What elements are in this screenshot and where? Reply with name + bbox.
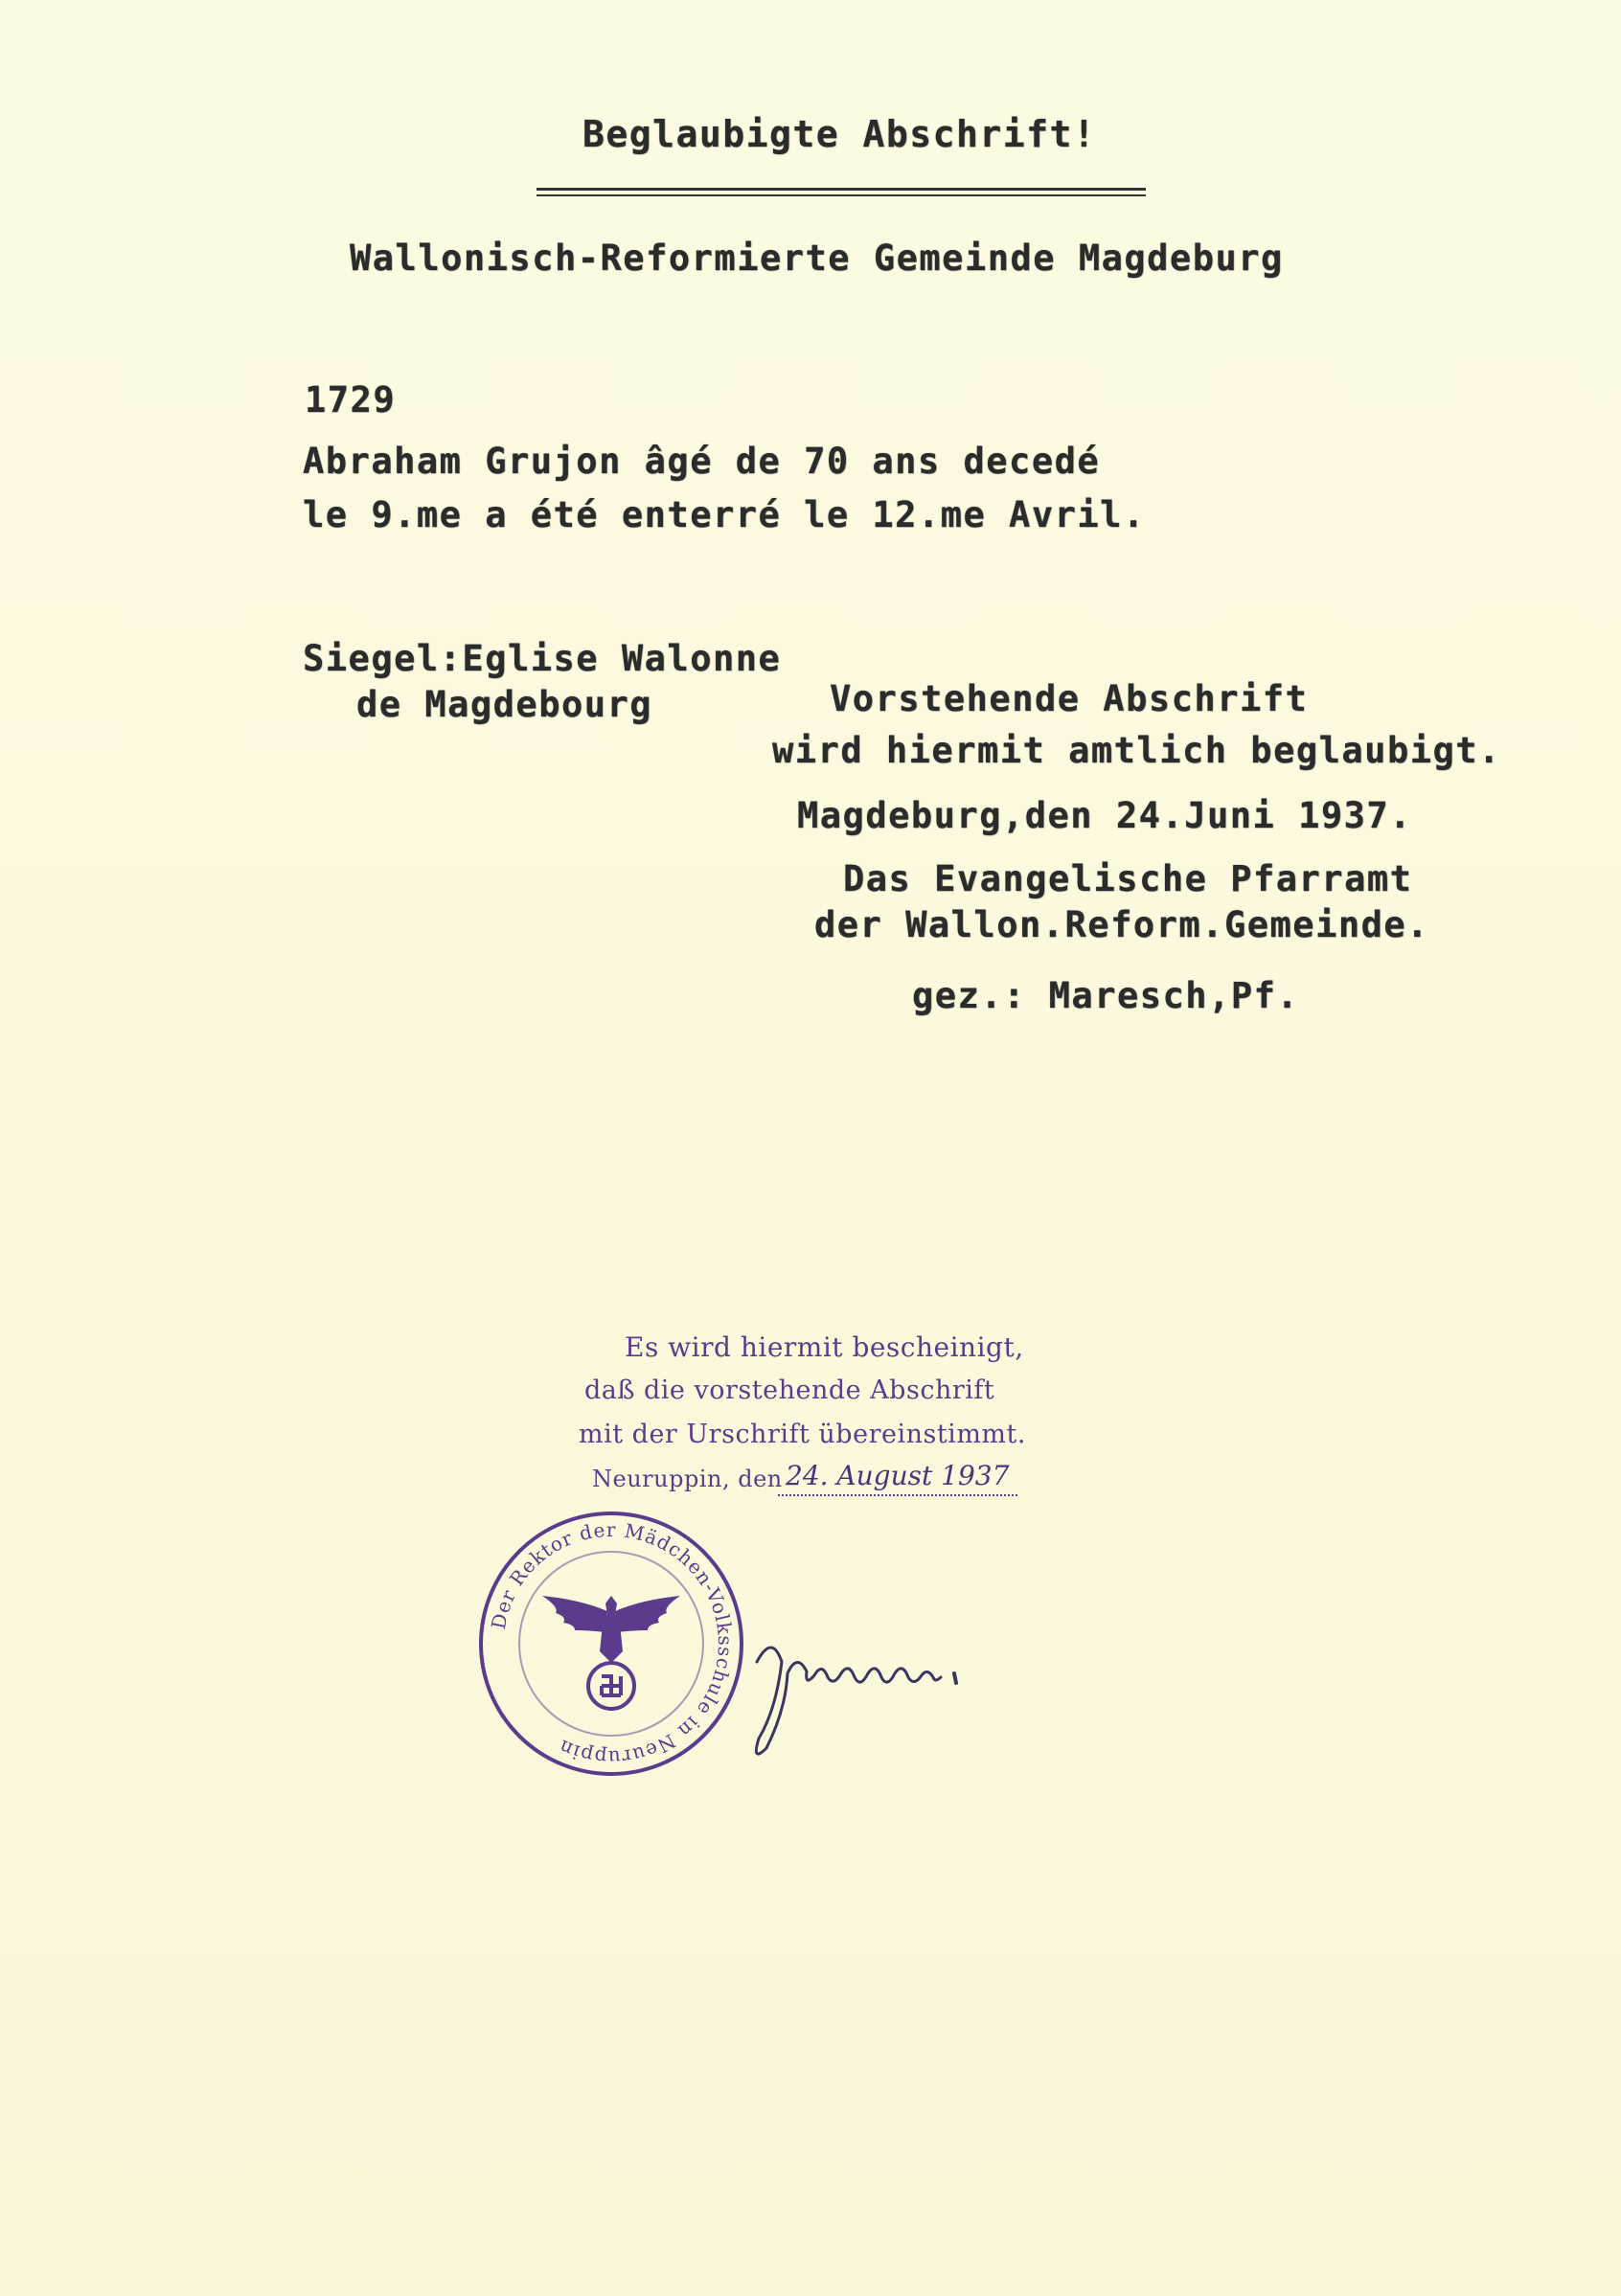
title-underline: [537, 188, 1146, 191]
certification-office-2: der Wallon.Reform.Gemeinde.: [814, 904, 1429, 945]
seal-ring-text: Der Rektor der Mädchen-Volksschule in Neuruppin: [486, 1517, 738, 1770]
stamp-place: Neuruppin, den: [592, 1466, 783, 1492]
eagle-emblem-icon: [542, 1596, 680, 1709]
certification-line-1: Vorstehende Abschrift: [830, 678, 1309, 719]
handwritten-date: 24. August 1937: [786, 1460, 1010, 1491]
congregation-heading: Wallonisch-Reformierte Gemeinde Magdeburg: [350, 238, 1284, 279]
round-seal: [475, 1508, 747, 1780]
title-underline-2: [537, 194, 1146, 196]
entry-year: 1729: [305, 379, 397, 421]
entry-line-1: Abraham Grujon âgé de 70 ans decedé: [303, 441, 1101, 482]
entry-line-2: le 9.me a été enterré le 12.me Avril.: [303, 494, 1146, 535]
certification-signed: gez.: Maresch,Pf.: [912, 975, 1300, 1016]
signature-mark: [738, 1595, 1054, 1796]
document-title: Beglaubigte Abschrift!: [582, 113, 1097, 155]
stamp-line-3: mit der Urschrift übereinstimmt.: [579, 1420, 1026, 1449]
certification-office-1: Das Evangelische Pfarramt: [843, 858, 1413, 899]
seal-note-line-2: de Magdebourg: [356, 684, 653, 725]
stamp-line-2: daß die vorstehende Abschrift: [584, 1375, 995, 1405]
certification-line-2: wird hiermit amtlich beglaubigt.: [772, 730, 1501, 771]
date-line: [778, 1494, 1017, 1496]
certification-place-date: Magdeburg,den 24.Juni 1937.: [797, 795, 1412, 836]
stamp-line-1: Es wird hiermit bescheinigt,: [625, 1331, 1024, 1363]
seal-note-line-1: Siegel:Eglise Walonne: [303, 638, 782, 679]
